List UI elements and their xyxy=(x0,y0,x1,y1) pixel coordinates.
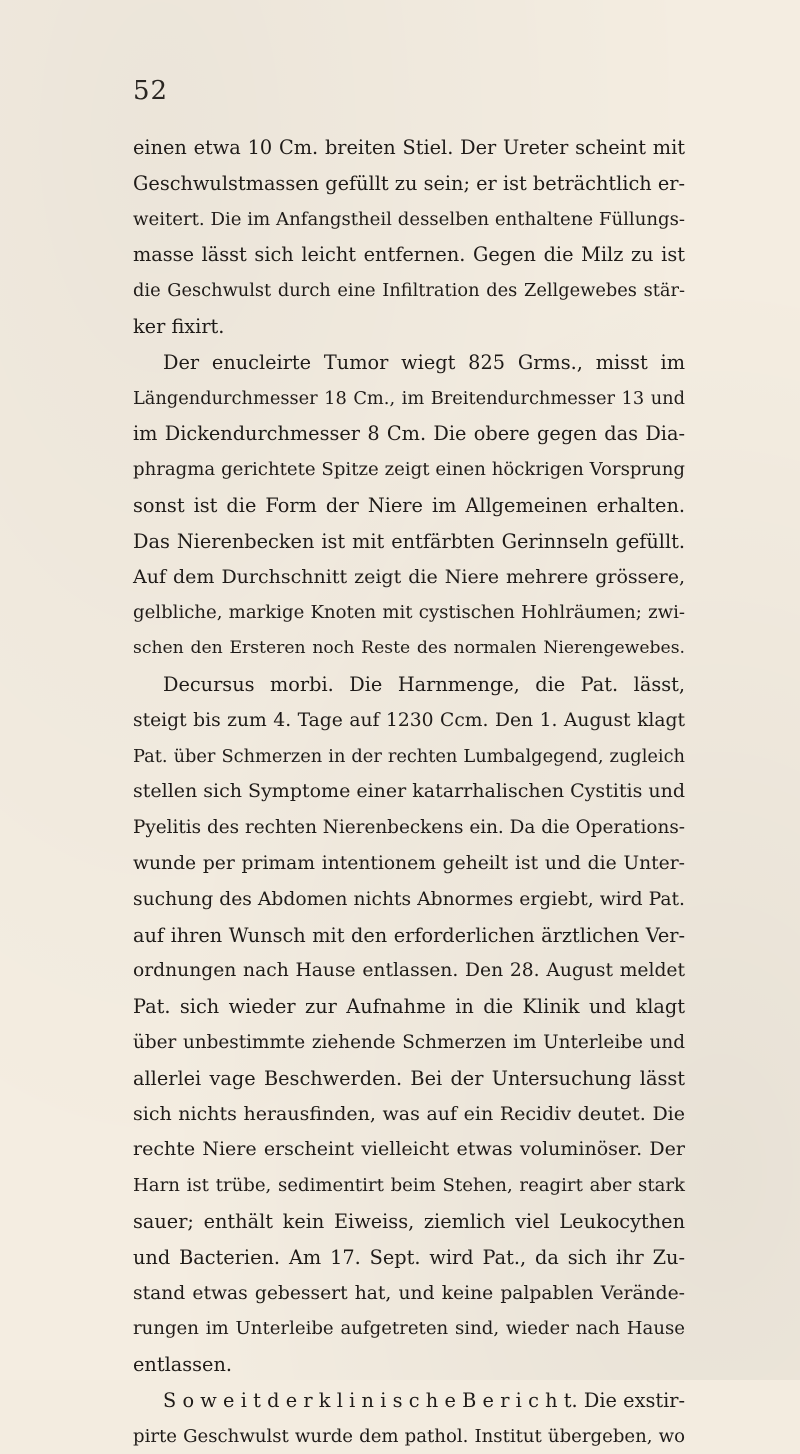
text-line: ordnungen nach Hause entlassen. Den 28. August meldet xyxy=(133,960,685,982)
text-line: Harn ist trübe, sedimentirt beim Stehen, reagirt aber stark xyxy=(133,1175,685,1197)
text-line: einen etwa 10 Cm. breiten Stiel. Der Ureter scheint mit xyxy=(133,136,685,159)
text-line: stand etwas gebessert hat, und keine palpablen Verände- xyxy=(133,1282,685,1304)
text-line: stellen sich Symptome einer katarrhalischen Cystitis und xyxy=(133,780,685,803)
text-line: S o w e i t d e r k l i n i s c h e B e r i c h t. Die exstir- xyxy=(163,1388,685,1412)
text-line: Längendurchmesser 18 Cm., im Breitendurchmesser 13 und xyxy=(133,387,685,409)
text-line: sauer; enthält kein Eiweiss, ziemlich viel Leukocythen xyxy=(133,1209,685,1233)
text-line: gelbliche, markige Knoten mit cystischen Hohlräumen; zwi- xyxy=(133,602,685,624)
text-line: Pat. sich wieder zur Aufnahme in die Klinik und klagt xyxy=(133,995,685,1019)
text-line: Der enucleirte Tumor wiegt 825 Grms., misst im xyxy=(163,350,685,374)
text-line: die Geschwulst durch eine Infiltration des Zellgewebes stär- xyxy=(133,280,685,302)
text-line: Pat. über Schmerzen in der rechten Lumbalgegend, zugleich xyxy=(133,745,685,767)
text-line: rungen im Unterleibe aufgetreten sind, wieder nach Hause xyxy=(133,1318,685,1340)
text-line: Das Nierenbecken ist mit entfärbten Gerinnseln gefüllt. xyxy=(133,529,685,553)
text-line: wunde per primam intentionem geheilt ist und die Unter- xyxy=(133,852,685,874)
text-line: über unbestimmte ziehende Schmerzen im Unterleibe und xyxy=(133,1031,685,1053)
text-line: und Bacterien. Am 17. Sept. wird Pat., da sich ihr Zu- xyxy=(133,1245,685,1269)
text-line: schen den Ersteren noch Reste des normalen Nierengewebes. xyxy=(133,638,685,659)
text-line: Auf dem Durchschnitt zeigt die Niere mehrere grössere, xyxy=(133,565,685,588)
text-line: suchung des Abdomen nichts Abnormes ergiebt, wird Pat. xyxy=(133,888,685,910)
text-line: sich nichts herausfinden, was auf ein Recidiv deutet. Die xyxy=(133,1102,685,1125)
page-number: 52 xyxy=(133,76,169,106)
text-line: weitert. Die im Anfangstheil desselben enthaltene Füllungs- xyxy=(133,208,685,230)
text-line: sonst ist die Form der Niere im Allgemeinen erhalten. xyxy=(133,493,685,517)
text-line: im Dickendurchmesser 8 Cm. Die obere gegen das Dia- xyxy=(133,422,685,446)
text-line: ker fixirt. xyxy=(133,314,225,338)
text-line: Pyelitis des rechten Nierenbeckens ein. Da die Operations- xyxy=(133,817,685,839)
text-line: Geschwulstmassen gefüllt zu sein; er ist beträchtlich er- xyxy=(133,171,685,195)
text-line: entlassen. xyxy=(133,1353,232,1377)
text-line: pirte Geschwulst wurde dem pathol. Institut übergeben, wo xyxy=(133,1425,685,1447)
text-line: masse lässt sich leicht entfernen. Gegen die Milz zu ist xyxy=(133,243,685,267)
text-line: Decursus morbi. Die Harnmenge, die Pat. lässt, xyxy=(163,672,685,696)
text-line: steigt bis zum 4. Tage auf 1230 Ccm. Den 1. August klagt xyxy=(133,709,685,731)
text-line: allerlei vage Beschwerden. Bei der Untersuchung lässt xyxy=(133,1066,685,1090)
text-line: rechte Niere erscheint vielleicht etwas voluminöser. Der xyxy=(133,1138,685,1161)
text-line: auf ihren Wunsch mit den erforderlichen ärztlichen Ver- xyxy=(133,923,685,947)
body-text xyxy=(133,130,685,1454)
text-line: phragma gerichtete Spitze zeigt einen höckrigen Vorsprung xyxy=(133,459,685,481)
